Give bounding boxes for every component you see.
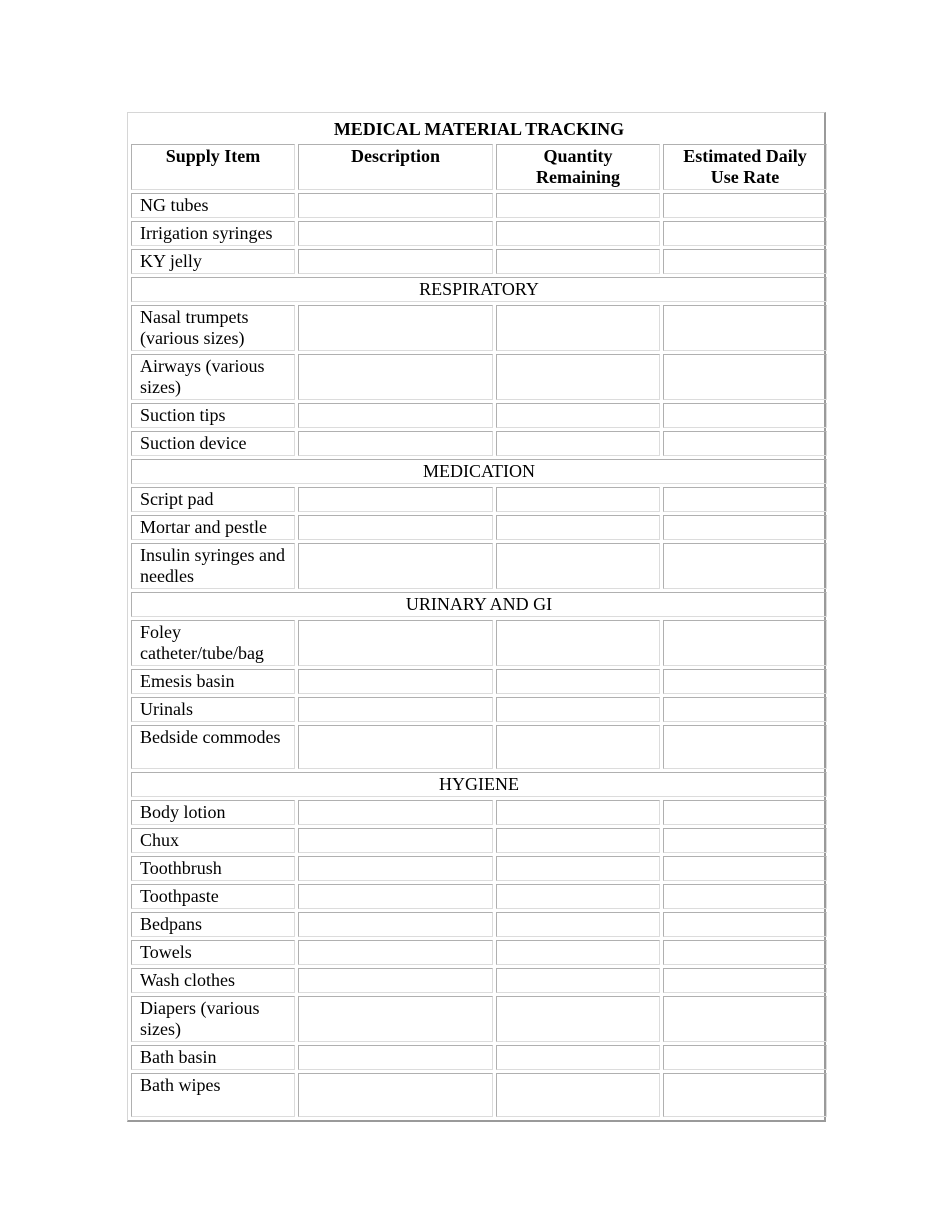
daily-use-rate-cell[interactable] [663, 1045, 827, 1070]
quantity-remaining-cell[interactable] [496, 249, 660, 274]
tracking-table [128, 113, 830, 1120]
description-cell[interactable] [298, 193, 493, 218]
description-cell[interactable] [298, 221, 493, 246]
supply-item-cell: Emesis basin [131, 669, 295, 694]
daily-use-rate-cell[interactable] [663, 431, 827, 456]
table-row [131, 354, 827, 400]
description-cell[interactable] [298, 725, 493, 769]
daily-use-rate-cell[interactable] [663, 221, 827, 246]
description-cell[interactable] [298, 403, 493, 428]
description-cell[interactable] [298, 1045, 493, 1070]
daily-use-rate-cell[interactable] [663, 697, 827, 722]
quantity-remaining-cell[interactable] [496, 403, 660, 428]
daily-use-rate-cell[interactable] [663, 940, 827, 965]
daily-use-rate-cell[interactable] [663, 305, 827, 351]
description-cell[interactable] [298, 354, 493, 400]
description-cell[interactable] [298, 515, 493, 540]
table-row [131, 620, 827, 666]
table-row [131, 996, 827, 1042]
table-row [131, 403, 827, 428]
quantity-remaining-cell[interactable] [496, 828, 660, 853]
supply-item-cell: Irrigation syringes [131, 221, 295, 246]
table-row [131, 249, 827, 274]
section-heading: MEDICATION [131, 459, 827, 484]
description-cell[interactable] [298, 669, 493, 694]
supply-item-cell: Insulin syringes and needles [131, 543, 295, 589]
table-row [131, 1073, 827, 1117]
supply-item-cell: Diapers (various sizes) [131, 996, 295, 1042]
quantity-remaining-cell[interactable] [496, 305, 660, 351]
supply-item-cell: Toothpaste [131, 884, 295, 909]
supply-item-cell: KY jelly [131, 249, 295, 274]
table-row [131, 828, 827, 853]
daily-use-rate-cell[interactable] [663, 543, 827, 589]
quantity-remaining-cell[interactable] [496, 912, 660, 937]
quantity-remaining-cell[interactable] [496, 884, 660, 909]
supply-item-cell: Suction device [131, 431, 295, 456]
header-supply-item: Supply Item [131, 144, 295, 190]
daily-use-rate-cell[interactable] [663, 828, 827, 853]
description-cell[interactable] [298, 305, 493, 351]
supply-item-cell: NG tubes [131, 193, 295, 218]
description-cell[interactable] [298, 249, 493, 274]
table-row [131, 725, 827, 769]
quantity-remaining-cell[interactable] [496, 669, 660, 694]
header-quantity-remaining: Quantity Remaining [496, 144, 660, 190]
table-row [131, 669, 827, 694]
table-row [131, 1045, 827, 1070]
daily-use-rate-cell[interactable] [663, 249, 827, 274]
daily-use-rate-cell[interactable] [663, 487, 827, 512]
supply-item-cell: Foley catheter/tube/bag [131, 620, 295, 666]
header-estimated-daily-use-rate: Estimated Daily Use Rate [663, 144, 827, 190]
table-row [131, 884, 827, 909]
table-row [131, 800, 827, 825]
daily-use-rate-cell[interactable] [663, 800, 827, 825]
description-cell[interactable] [298, 856, 493, 881]
quantity-remaining-cell[interactable] [496, 620, 660, 666]
supply-item-cell: Mortar and pestle [131, 515, 295, 540]
table-row [131, 697, 827, 722]
quantity-remaining-cell[interactable] [496, 996, 660, 1042]
supply-item-cell: Script pad [131, 487, 295, 512]
quantity-remaining-cell[interactable] [496, 856, 660, 881]
supply-item-cell: Bedside commodes [131, 725, 295, 769]
daily-use-rate-cell[interactable] [663, 884, 827, 909]
supply-item-cell: Urinals [131, 697, 295, 722]
section-row [131, 459, 827, 484]
quantity-remaining-cell[interactable] [496, 800, 660, 825]
section-row [131, 592, 827, 617]
daily-use-rate-cell[interactable] [663, 856, 827, 881]
table-row [131, 487, 827, 512]
quantity-remaining-cell[interactable] [496, 1073, 660, 1117]
description-cell[interactable] [298, 620, 493, 666]
daily-use-rate-cell[interactable] [663, 725, 827, 769]
description-cell[interactable] [298, 543, 493, 589]
quantity-remaining-cell[interactable] [496, 193, 660, 218]
supply-item-cell: Body lotion [131, 800, 295, 825]
supply-item-cell: Nasal trumpets (various sizes) [131, 305, 295, 351]
section-row [131, 277, 827, 302]
table-row [131, 193, 827, 218]
description-cell[interactable] [298, 828, 493, 853]
daily-use-rate-cell[interactable] [663, 912, 827, 937]
quantity-remaining-cell[interactable] [496, 1045, 660, 1070]
quantity-remaining-cell[interactable] [496, 725, 660, 769]
description-cell[interactable] [298, 884, 493, 909]
description-cell[interactable] [298, 968, 493, 993]
table-row [131, 968, 827, 993]
quantity-remaining-cell[interactable] [496, 515, 660, 540]
description-cell[interactable] [298, 487, 493, 512]
daily-use-rate-cell[interactable] [663, 515, 827, 540]
daily-use-rate-cell[interactable] [663, 1073, 827, 1117]
quantity-remaining-cell[interactable] [496, 940, 660, 965]
description-cell[interactable] [298, 996, 493, 1042]
quantity-remaining-cell[interactable] [496, 543, 660, 589]
header-row [131, 144, 827, 190]
table-row [131, 543, 827, 589]
supply-item-cell: Bath wipes [131, 1073, 295, 1117]
quantity-remaining-cell[interactable] [496, 487, 660, 512]
header-description: Description [298, 144, 493, 190]
supply-item-cell: Bath basin [131, 1045, 295, 1070]
title-row [131, 116, 827, 141]
table-row [131, 940, 827, 965]
daily-use-rate-cell[interactable] [663, 996, 827, 1042]
section-heading: HYGIENE [131, 772, 827, 797]
quantity-remaining-cell[interactable] [496, 221, 660, 246]
section-row [131, 772, 827, 797]
description-cell[interactable] [298, 697, 493, 722]
table-row [131, 515, 827, 540]
description-cell[interactable] [298, 431, 493, 456]
quantity-remaining-cell[interactable] [496, 354, 660, 400]
supply-item-cell: Wash clothes [131, 968, 295, 993]
supply-item-cell: Suction tips [131, 403, 295, 428]
daily-use-rate-cell[interactable] [663, 620, 827, 666]
quantity-remaining-cell[interactable] [496, 968, 660, 993]
supply-item-cell: Bedpans [131, 912, 295, 937]
quantity-remaining-cell[interactable] [496, 697, 660, 722]
supply-item-cell: Chux [131, 828, 295, 853]
daily-use-rate-cell[interactable] [663, 669, 827, 694]
daily-use-rate-cell[interactable] [663, 968, 827, 993]
table-row [131, 305, 827, 351]
description-cell[interactable] [298, 912, 493, 937]
daily-use-rate-cell[interactable] [663, 354, 827, 400]
daily-use-rate-cell[interactable] [663, 193, 827, 218]
table-row [131, 431, 827, 456]
description-cell[interactable] [298, 1073, 493, 1117]
description-cell[interactable] [298, 800, 493, 825]
table-row [131, 912, 827, 937]
form-title: MEDICAL MATERIAL TRACKING [333, 119, 625, 139]
quantity-remaining-cell[interactable] [496, 431, 660, 456]
description-cell[interactable] [298, 940, 493, 965]
table-row [131, 856, 827, 881]
supply-item-cell: Airways (various sizes) [131, 354, 295, 400]
supply-item-cell: Toothbrush [131, 856, 295, 881]
supply-item-cell: Towels [131, 940, 295, 965]
tracking-form [127, 112, 826, 1122]
daily-use-rate-cell[interactable] [663, 403, 827, 428]
section-heading: RESPIRATORY [131, 277, 827, 302]
section-heading: URINARY AND GI [131, 592, 827, 617]
table-row [131, 221, 827, 246]
table-body [131, 193, 827, 1117]
